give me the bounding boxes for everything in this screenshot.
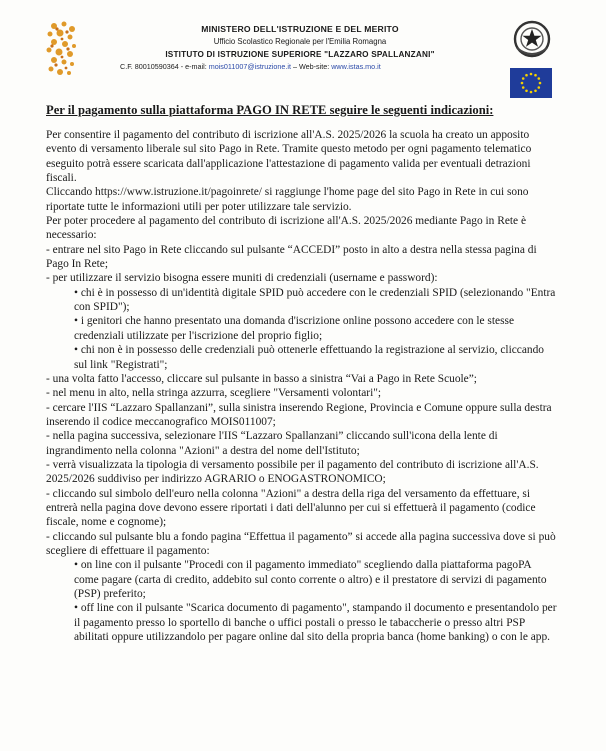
- step-item: - cliccando sul simbolo dell'euro nella colonna "Azioni" a destra della riga del versamento da effettuare, si entrerà nella pagina dove devono essere riportati i dati dell'alunno per cui si effettuerà il pagamento (codice fiscale, nome e cognome);: [46, 487, 536, 529]
- document-body: [46, 128, 558, 644]
- payment-option: • off line con il pulsante "Scarica documento di pagamento", stampando il documento e presentandolo per il pagamento presso lo sportello di banche o uffici postali o presso le tabaccherie o presso altri PSP abilitati oppure utilizzandolo per pagare online dal sito della propria banca (home banking) o con le app.: [74, 602, 557, 644]
- school-name: ISTITUTO DI ISTRUZIONE SUPERIORE "LAZZARO SPALLANZANI": [165, 50, 435, 59]
- office-name: Ufficio Scolastico Regionale per l'Emilia Romagna: [213, 37, 387, 46]
- eu-flag-icon: [510, 68, 552, 98]
- paragraph: - per utilizzare il servizio bisogna essere muniti di credenziali (username e password):: [46, 272, 438, 285]
- credential-item: • chi non è in possesso delle credenziali può ottenerle effettuando la registrazione al servizio, cliccando sul link "Registrati";: [74, 344, 544, 371]
- paragraph: Per consentire il pagamento del contributo di iscrizione all'A.S. 2025/2026 la scuola ha creato un apposito evento di versamento liberale sul sito Pago in Rete. Tramite questo metodo per ogni pagamento telematico eseguito potrà essere scaricata dall'applicazione l'attestazione di pagamento valida per eventuali detrazioni fiscali.: [46, 129, 532, 185]
- letterhead: [100, 22, 500, 73]
- school-logo-icon: [42, 20, 80, 78]
- email-link[interactable]: mois011007@istruzione.it: [208, 62, 291, 71]
- step-item: - verrà visualizzata la tipologia di versamento possibile per il pagamento del contributo di iscrizione all'A.S. 2025/2026 suddiviso per indirizzo AGRARIO o ENOGASTRONOMICO;: [46, 458, 539, 486]
- step-item: - nel menu in alto, nella stringa azzurra, scegliere "Versamenti volontari";: [46, 387, 382, 400]
- paragraph: - entrare nel sito Pago in Rete cliccando sul pulsante “ACCEDI” posto in alto a destra nella stessa pagina di Pago In Rete;: [46, 243, 537, 271]
- tax-code: C.F. 80010590364: [120, 62, 179, 71]
- contact-line: [100, 61, 500, 73]
- email-label: - e-mail:: [180, 62, 207, 71]
- paragraph: Cliccando https://www.istruzione.it/pagoinrete/ si raggiunge l'home page del sito Pago in Rete in cui sono riportate tutte le informazioni utili per poter utilizzare tale servizio.: [46, 186, 529, 213]
- step-item: - cercare l'IIS “Lazzaro Spallanzani”, sulla sinistra inserendo Regione, Provincia e Comune oppure sulla destra inserendo il codice meccanografico MOIS011007;: [46, 401, 552, 428]
- step-item: - una volta fatto l'accesso, cliccare sul pulsante in basso a sinistra “Vai a Pago in Rete Scuole”;: [46, 372, 477, 385]
- website-label: – Web-site:: [293, 62, 330, 71]
- republic-emblem-icon: [512, 18, 552, 60]
- step-item: - cliccando sul pulsante blu a fondo pagina “Effettua il pagamento” si accede alla pagina successiva dove si può scegliere di effettuare il pagamento:: [46, 530, 556, 557]
- credential-item: • i genitori che hanno presentato una domanda d'iscrizione online possono accedere con le stesse credenziali utilizzate per l'iscrizione del proprio figlio;: [74, 315, 515, 342]
- credential-item: • chi è in possesso di un'identità digitale SPID può accedere con le credenziali SPID (selezionando "Entra con SPID");: [74, 286, 556, 314]
- payment-option: • on line con il pulsante "Procedi con il pagamento immediato" scegliendo dalla piattaforma pagoPA come pagare (carta di credito, addebito sul conto corrente o altro) e il prestatore di servizi di pagamento (PSP) preferito;: [74, 559, 547, 600]
- paragraph: Per poter procedere al pagamento del contributo di iscrizione all'A.S. 2025/2026 mediante Pago in Rete è necessario:: [46, 215, 527, 242]
- document-title: Per il pagamento sulla piattaforma PAGO IN RETE seguire le seguenti indicazioni:: [46, 103, 494, 117]
- step-item: - nella pagina successiva, selezionare l'IIS “Lazzaro Spallanzani” cliccando sull'icona della lente di ingrandimento nella colonna "Azioni" a destra del nome dell'Istituto;: [46, 430, 498, 457]
- ministry-name: MINISTERO DELL'ISTRUZIONE E DEL MERITO: [201, 24, 399, 34]
- website-link[interactable]: www.istas.mo.it: [331, 62, 381, 71]
